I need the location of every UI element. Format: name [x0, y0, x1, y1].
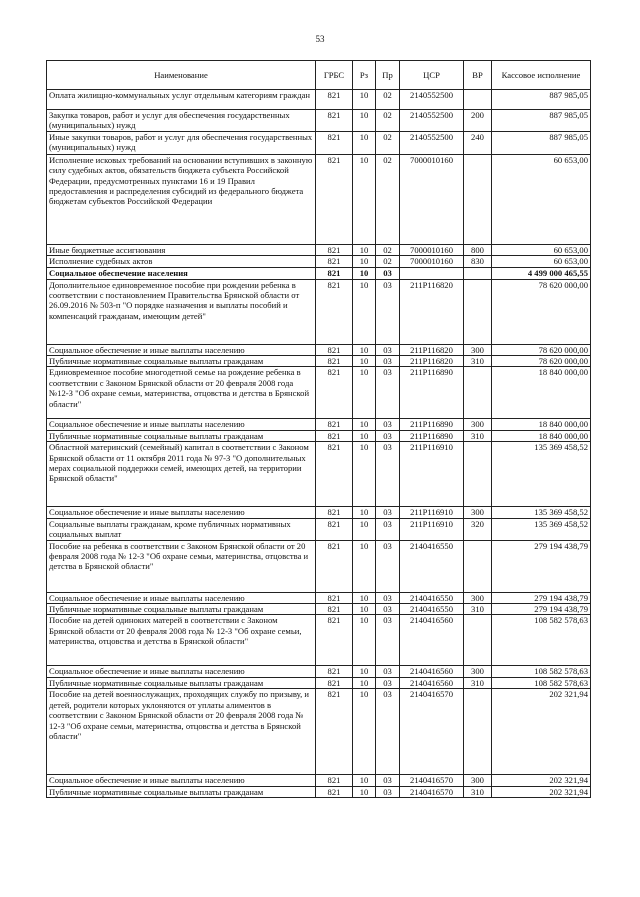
cell-pr: 03	[376, 666, 400, 677]
cell-amount: 135 369 458,52	[492, 442, 591, 507]
cell-vr: 800	[464, 244, 492, 255]
cell-vr: 310	[464, 356, 492, 367]
cell-rz: 10	[353, 267, 376, 279]
cell-grbs: 821	[316, 592, 353, 603]
cell-pr: 03	[376, 419, 400, 430]
cell-pr: 03	[376, 518, 400, 540]
cell-amount: 887 985,05	[492, 110, 591, 132]
cell-pr: 03	[376, 775, 400, 786]
budget-execution-table	[46, 60, 591, 798]
cell-rz: 10	[353, 154, 376, 244]
cell-amount: 60 653,00	[492, 154, 591, 244]
cell-amount: 108 582 578,63	[492, 615, 591, 666]
cell-grbs: 821	[316, 775, 353, 786]
cell-name: Дополнительное единовременное пособие при рождении ребенка в соответствии с постановлением Правительства Брянской области от 26.09.2016 № 503-п "О порядке назначения и выплаты пособий и компенсаций гражданам, имеющим детей"	[47, 279, 316, 344]
cell-vr	[464, 279, 492, 344]
cell-pr: 03	[376, 786, 400, 797]
cell-rz: 10	[353, 110, 376, 132]
table-row	[47, 110, 591, 132]
cell-name: Публичные нормативные социальные выплаты гражданам	[47, 430, 316, 441]
cell-amount: 60 653,00	[492, 244, 591, 255]
cell-vr: 310	[464, 677, 492, 688]
cell-name: Оплата жилищно-коммунальных услуг отдельным категориям граждан	[47, 90, 316, 110]
cell-vr	[464, 689, 492, 775]
cell-name: Социальное обеспечение и иные выплаты населению	[47, 344, 316, 355]
cell-pr: 03	[376, 689, 400, 775]
cell-csr: 2140416550	[400, 540, 464, 592]
cell-rz: 10	[353, 518, 376, 540]
table-row	[47, 356, 591, 367]
cell-vr: 300	[464, 507, 492, 518]
cell-vr: 310	[464, 604, 492, 615]
cell-name: Социальное обеспечение и иные выплаты населению	[47, 507, 316, 518]
cell-rz: 10	[353, 90, 376, 110]
cell-name: Иные закупки товаров, работ и услуг для обеспечения государственных (муниципальных) нужд	[47, 131, 316, 154]
table-row	[47, 442, 591, 507]
cell-name: Исполнение судебных актов	[47, 256, 316, 267]
cell-pr: 02	[376, 90, 400, 110]
cell-csr: 2140552500	[400, 110, 464, 132]
cell-rz: 10	[353, 689, 376, 775]
cell-pr: 03	[376, 356, 400, 367]
cell-amount: 4 499 000 465,55	[492, 267, 591, 279]
cell-name: Социальное обеспечение и иные выплаты населению	[47, 666, 316, 677]
table-row	[47, 367, 591, 419]
table-body	[47, 90, 591, 798]
cell-amount: 279 194 438,79	[492, 540, 591, 592]
cell-grbs: 821	[316, 540, 353, 592]
cell-grbs: 821	[316, 267, 353, 279]
cell-amount: 60 653,00	[492, 256, 591, 267]
cell-vr	[464, 442, 492, 507]
cell-rz: 10	[353, 666, 376, 677]
cell-name: Социальное обеспечение и иные выплаты населению	[47, 419, 316, 430]
cell-amount: 135 369 458,52	[492, 518, 591, 540]
cell-rz: 10	[353, 507, 376, 518]
cell-name: Публичные нормативные социальные выплаты гражданам	[47, 356, 316, 367]
cell-name: Закупка товаров, работ и услуг для обеспечения государственных (муниципальных) нужд	[47, 110, 316, 132]
cell-amount: 78 620 000,00	[492, 279, 591, 344]
cell-name: Публичные нормативные социальные выплаты гражданам	[47, 786, 316, 797]
cell-vr: 310	[464, 430, 492, 441]
table-row	[47, 154, 591, 244]
cell-amount: 279 194 438,79	[492, 592, 591, 603]
cell-name: Областной материнский (семейный) капитал в соответствии с Законом Брянской области от 11 октября 2011 года № 97-З "О дополнительных мерах социальной поддержки семей, имеющих детей, на территории Брянской области"	[47, 442, 316, 507]
cell-pr: 02	[376, 154, 400, 244]
cell-grbs: 821	[316, 604, 353, 615]
cell-csr: 2140416560	[400, 666, 464, 677]
cell-amount: 78 620 000,00	[492, 356, 591, 367]
cell-pr: 02	[376, 110, 400, 132]
cell-pr: 03	[376, 344, 400, 355]
cell-grbs: 821	[316, 154, 353, 244]
cell-vr	[464, 615, 492, 666]
table-row	[47, 507, 591, 518]
cell-amount: 108 582 578,63	[492, 677, 591, 688]
cell-pr: 03	[376, 592, 400, 603]
cell-csr: 2140416550	[400, 604, 464, 615]
cell-name: Пособие на ребенка в соответствии с Законом Брянской области от 20 февраля 2008 года № 12-З "Об охране семьи, материнства, отцовства и детства в Брянской области"	[47, 540, 316, 592]
cell-grbs: 821	[316, 279, 353, 344]
cell-vr: 300	[464, 592, 492, 603]
cell-grbs: 821	[316, 244, 353, 255]
cell-pr: 03	[376, 540, 400, 592]
cell-rz: 10	[353, 592, 376, 603]
cell-pr: 02	[376, 244, 400, 255]
cell-amount: 135 369 458,52	[492, 507, 591, 518]
cell-rz: 10	[353, 615, 376, 666]
cell-name: Иные бюджетные ассигнования	[47, 244, 316, 255]
cell-csr: 7000010160	[400, 154, 464, 244]
cell-amount: 279 194 438,79	[492, 604, 591, 615]
cell-rz: 10	[353, 344, 376, 355]
cell-name: Социальное обеспечение населения	[47, 267, 316, 279]
cell-rz: 10	[353, 775, 376, 786]
cell-vr: 320	[464, 518, 492, 540]
cell-grbs: 821	[316, 344, 353, 355]
cell-vr: 300	[464, 344, 492, 355]
cell-grbs: 821	[316, 677, 353, 688]
cell-pr: 03	[376, 615, 400, 666]
cell-vr: 300	[464, 775, 492, 786]
cell-vr: 300	[464, 419, 492, 430]
table-row	[47, 689, 591, 775]
cell-amount: 887 985,05	[492, 131, 591, 154]
table-row	[47, 131, 591, 154]
table-row	[47, 279, 591, 344]
cell-vr: 830	[464, 256, 492, 267]
table-row	[47, 344, 591, 355]
cell-vr: 300	[464, 666, 492, 677]
cell-vr	[464, 154, 492, 244]
table-row	[47, 604, 591, 615]
header-pr: Пр	[376, 61, 400, 90]
cell-vr: 200	[464, 110, 492, 132]
cell-rz: 10	[353, 131, 376, 154]
cell-vr: 240	[464, 131, 492, 154]
cell-grbs: 821	[316, 131, 353, 154]
cell-csr: 211P116910	[400, 442, 464, 507]
cell-rz: 10	[353, 279, 376, 344]
header-vr: ВР	[464, 61, 492, 90]
cell-grbs: 821	[316, 615, 353, 666]
table-row	[47, 90, 591, 110]
header-rz: Рз	[353, 61, 376, 90]
table-row	[47, 592, 591, 603]
cell-amount: 887 985,05	[492, 90, 591, 110]
cell-csr: 2140552500	[400, 90, 464, 110]
cell-csr: 211P116820	[400, 356, 464, 367]
cell-rz: 10	[353, 677, 376, 688]
cell-pr: 03	[376, 507, 400, 518]
cell-csr: 7000010160	[400, 256, 464, 267]
cell-grbs: 821	[316, 442, 353, 507]
cell-grbs: 821	[316, 356, 353, 367]
cell-grbs: 821	[316, 256, 353, 267]
cell-vr: 310	[464, 786, 492, 797]
table-header-row	[47, 61, 591, 90]
page-number: 53	[315, 34, 325, 44]
cell-vr	[464, 90, 492, 110]
header-amount: Кассовое исполнение	[492, 61, 591, 90]
cell-csr: 211P116890	[400, 367, 464, 419]
cell-amount: 78 620 000,00	[492, 344, 591, 355]
cell-rz: 10	[353, 430, 376, 441]
cell-rz: 10	[353, 256, 376, 267]
cell-csr: 2140416560	[400, 615, 464, 666]
cell-name: Пособие на детей одиноких матерей в соответствии с Законом Брянской области от 20 февраля 2008 года № 12-З "Об охране семьи, материнства, отцовства и детства в Брянской области"	[47, 615, 316, 666]
cell-grbs: 821	[316, 666, 353, 677]
table-row	[47, 775, 591, 786]
cell-csr: 2140416570	[400, 786, 464, 797]
cell-csr: 211P116820	[400, 279, 464, 344]
table-row	[47, 518, 591, 540]
cell-name: Единовременное пособие многодетной семье на рождение ребенка в соответствии с Законом Брянской области от 20 февраля 2008 года №12-З "Об охране семьи, материнства, отцовства и детства в Брянской области"	[47, 367, 316, 419]
table-row	[47, 540, 591, 592]
cell-rz: 10	[353, 244, 376, 255]
cell-csr: 211P116890	[400, 419, 464, 430]
cell-amount: 202 321,94	[492, 689, 591, 775]
cell-amount: 202 321,94	[492, 775, 591, 786]
table-row	[47, 615, 591, 666]
cell-csr: 2140416570	[400, 775, 464, 786]
cell-pr: 03	[376, 442, 400, 507]
cell-csr: 2140416550	[400, 592, 464, 603]
cell-grbs: 821	[316, 786, 353, 797]
cell-rz: 10	[353, 419, 376, 430]
cell-name: Социальное обеспечение и иные выплаты населению	[47, 592, 316, 603]
cell-csr: 211P116910	[400, 507, 464, 518]
cell-csr: 2140416560	[400, 677, 464, 688]
cell-amount: 202 321,94	[492, 786, 591, 797]
cell-pr: 03	[376, 279, 400, 344]
cell-grbs: 821	[316, 689, 353, 775]
table-row	[47, 256, 591, 267]
table-row	[47, 430, 591, 441]
cell-name: Пособие на детей военнослужащих, проходящих службу по призыву, и детей, родители которых уклоняются от уплаты алиментов в соответствии с Законом Брянской области от 20 февраля 2008 года № 12-З "Об охране семьи, материнства, отцовства и детства в Брянской области"	[47, 689, 316, 775]
cell-name: Публичные нормативные социальные выплаты гражданам	[47, 677, 316, 688]
cell-csr: 7000010160	[400, 244, 464, 255]
cell-vr	[464, 367, 492, 419]
cell-rz: 10	[353, 540, 376, 592]
table-row	[47, 786, 591, 797]
table-row	[47, 267, 591, 279]
cell-grbs: 821	[316, 419, 353, 430]
cell-csr: 211P116820	[400, 344, 464, 355]
cell-rz: 10	[353, 604, 376, 615]
cell-amount: 108 582 578,63	[492, 666, 591, 677]
table-row	[47, 419, 591, 430]
cell-pr: 03	[376, 677, 400, 688]
cell-amount: 18 840 000,00	[492, 419, 591, 430]
cell-pr: 03	[376, 430, 400, 441]
cell-name: Социальные выплаты гражданам, кроме публичных нормативных социальных выплат	[47, 518, 316, 540]
cell-grbs: 821	[316, 430, 353, 441]
cell-vr	[464, 540, 492, 592]
cell-grbs: 821	[316, 518, 353, 540]
cell-name: Социальное обеспечение и иные выплаты населению	[47, 775, 316, 786]
cell-pr: 03	[376, 267, 400, 279]
cell-amount: 18 840 000,00	[492, 367, 591, 419]
header-grbs: ГРБС	[316, 61, 353, 90]
cell-name: Исполнение исковых требований на основании вступивших в законную силу судебных актов, обязательств бюджета субъекта Российской Федерации, предусмотренных пунктами 16 и 19 Правил предоставления и распределения субсидий из федерального бюджета бюджетам субъектов Российской Федерации	[47, 154, 316, 244]
cell-grbs: 821	[316, 507, 353, 518]
cell-csr: 211P116890	[400, 430, 464, 441]
header-name: Наименование	[47, 61, 316, 90]
cell-rz: 10	[353, 442, 376, 507]
cell-grbs: 821	[316, 367, 353, 419]
cell-csr: 211P116910	[400, 518, 464, 540]
table-row	[47, 677, 591, 688]
table-row	[47, 666, 591, 677]
cell-csr: 2140552500	[400, 131, 464, 154]
cell-rz: 10	[353, 786, 376, 797]
header-csr: ЦСР	[400, 61, 464, 90]
cell-csr: 2140416570	[400, 689, 464, 775]
cell-name: Публичные нормативные социальные выплаты гражданам	[47, 604, 316, 615]
cell-rz: 10	[353, 356, 376, 367]
cell-grbs: 821	[316, 90, 353, 110]
cell-vr	[464, 267, 492, 279]
cell-rz: 10	[353, 367, 376, 419]
cell-pr: 02	[376, 256, 400, 267]
table-row	[47, 244, 591, 255]
cell-pr: 03	[376, 604, 400, 615]
cell-grbs: 821	[316, 110, 353, 132]
cell-amount: 18 840 000,00	[492, 430, 591, 441]
cell-pr: 02	[376, 131, 400, 154]
cell-pr: 03	[376, 367, 400, 419]
cell-csr	[400, 267, 464, 279]
